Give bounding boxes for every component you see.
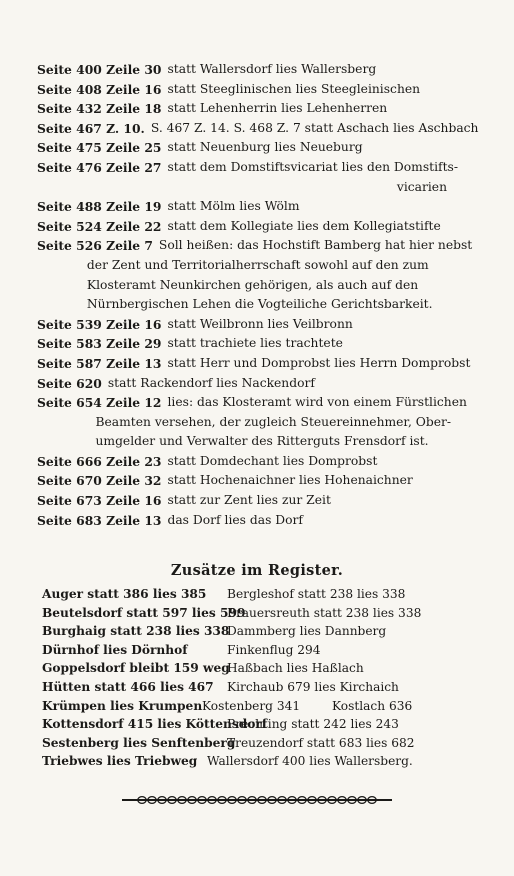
errata-entry (37, 236, 487, 314)
errata-entry (37, 334, 487, 354)
register-row (42, 752, 497, 771)
errata-reference: Seite 476 Zeile 27 (37, 159, 162, 175)
register-row (42, 715, 497, 734)
errata-reference: Seite 666 Zeile 23 (37, 453, 162, 469)
register-entry: Beutelsdorf statt 597 lies 599 (42, 605, 246, 620)
errata-reference: Seite 467 Z. 10. (37, 120, 145, 136)
register-row (42, 622, 497, 641)
register-entry: Kirchaub 679 lies Kirchaich (227, 679, 399, 694)
errata-correction: statt Steeglinischen lies Steegleinischen (167, 81, 421, 96)
errata-correction: statt Mölm lies Wölm (167, 199, 300, 214)
errata-reference: Seite 587 Zeile 13 (37, 355, 162, 371)
register-entry: Auger statt 386 lies 385 (42, 587, 207, 601)
register-entry: Treuzendorf statt 683 lies 682 (227, 735, 415, 750)
errata-correction: lies: das Klosteramt wird von einem Fürstlichen (167, 395, 467, 410)
errata-entry (37, 158, 487, 197)
register-entry: Kostenberg 341 (202, 698, 301, 713)
errata-reference: Seite 526 Zeile 7 (37, 238, 153, 254)
decorative-rule (122, 794, 392, 806)
errata-reference: Seite 683 Zeile 13 (37, 512, 162, 528)
errata-reference: Seite 475 Zeile 25 (37, 140, 162, 156)
register-entry: Hütten statt 466 lies 467 (42, 679, 214, 694)
register-row (42, 604, 497, 623)
register-entry: Finkenflug 294 (227, 642, 321, 657)
register-entry: Wallersdorf 400 lies Wallersberg. (207, 754, 413, 769)
register-entry: Sestenberg lies Senftenberg (42, 735, 236, 750)
errata-entry (37, 80, 487, 100)
errata-entry (37, 374, 487, 394)
errata-correction: statt Weilbronn lies Veilbronn (167, 316, 353, 331)
register-entry: Burghaig statt 238 lies 338 (42, 624, 230, 639)
errata-correction: statt Herr und Domprobst lies Herrn Domprobst (167, 355, 471, 370)
register-heading: Zusätze im Register. (170, 562, 344, 579)
errata-correction: das Dorf lies das Dorf (167, 512, 303, 527)
errata-correction: umgelder und Verwalter des Ritterguts Frensdorf ist. (95, 434, 429, 449)
errata-correction: Nürnbergischen Lehen die Vogteiliche Gerichtsbarkeit. (86, 297, 433, 312)
errata-reference: Seite 400 Zeile 30 (37, 62, 162, 77)
register-entry: Krümpen lies Krumpen (42, 698, 203, 713)
register-entry: Bergleshof statt 238 lies 338 (227, 587, 406, 601)
errata-entry (37, 217, 487, 237)
errata-correction: statt dem Domstiftsvicariat lies den Domstifts- (167, 159, 458, 174)
errata-correction: statt Lehenherrin lies Lehenherren (167, 101, 388, 116)
errata-correction: statt Rackendorf lies Nackendorf (107, 375, 315, 390)
errata-entry (37, 511, 487, 531)
register-row (42, 678, 497, 697)
register-row (42, 697, 497, 716)
errata-entry (37, 99, 487, 119)
register-additions-list (42, 585, 497, 771)
register-entry: Haßbach lies Haßlach (227, 661, 364, 676)
errata-reference: Seite 524 Zeile 22 (37, 218, 162, 234)
register-entry: Brauersreuth statt 238 lies 338 (227, 605, 422, 620)
errata-entry (37, 354, 487, 374)
register-row (42, 734, 497, 753)
errata-reference: Seite 583 Zeile 29 (37, 336, 162, 352)
errata-entry (37, 452, 487, 472)
register-entry: Dürnhof lies Dörnhof (42, 642, 188, 657)
errata-entry (37, 471, 487, 491)
errata-entry (37, 119, 487, 139)
errata-correction: statt Hochenaichner lies Hohenaichner (167, 473, 413, 488)
register-row (42, 585, 497, 604)
errata-reference: Seite 670 Zeile 32 (37, 473, 162, 489)
errata-reference: Seite 488 Zeile 19 (37, 199, 162, 215)
errata-correction: Beamten versehen, der zugleich Steuereinnehmer, Ober- (95, 414, 452, 429)
errata-correction: Klosteramt Neunkirchen gehörigen, als auch auf den (86, 277, 419, 292)
errata-correction: vicarien (396, 179, 447, 194)
errata-reference: Seite 432 Zeile 18 (37, 101, 162, 117)
errata-correction: S. 467 Z. 14. S. 468 Z. 7 statt Aschach lies Aschbach (150, 120, 479, 135)
errata-entry (37, 315, 487, 335)
errata-correction: Soll heißen: das Hochstift Bamberg hat hier nebst (158, 238, 473, 253)
register-row (42, 641, 497, 660)
errata-entry (37, 138, 487, 158)
errata-reference: Seite 654 Zeile 12 (37, 395, 162, 411)
register-entry: Dammberg lies Dannberg (227, 624, 387, 639)
errata-correction: statt zur Zent lies zur Zeit (167, 493, 331, 508)
errata-reference: Seite 539 Zeile 16 (37, 316, 162, 332)
errata-reference: Seite 620 (37, 375, 102, 391)
register-entry: Prechting statt 242 lies 243 (227, 717, 399, 732)
register-entry: Kostlach 636 (332, 698, 413, 713)
register-entry: Goppelsdorf bleibt 159 weg (42, 661, 230, 676)
errata-correction: der Zent und Territorialherrschaft sowohl auf den zum (86, 257, 429, 272)
errata-correction: statt Wallersdorf lies Wallersberg (167, 62, 377, 76)
register-entry: Kottensdorf 415 lies Köttensdorf (42, 717, 268, 732)
errata-correction: statt trachiete lies trachtete (167, 336, 343, 351)
register-row (42, 659, 497, 678)
errata-correction: statt Domdechant lies Domprobst (167, 453, 378, 468)
errata-entry (37, 197, 487, 217)
errata-entry (37, 491, 487, 511)
errata-correction: statt dem Kollegiate lies dem Kollegiatstifte (167, 218, 441, 233)
errata-entry (37, 393, 487, 452)
errata-reference: Seite 673 Zeile 16 (37, 493, 162, 509)
errata-entry (37, 60, 487, 80)
register-entry: Triebwes lies Triebweg (42, 754, 198, 769)
errata-reference: Seite 408 Zeile 16 (37, 81, 162, 97)
errata-list (37, 60, 487, 530)
errata-correction: statt Neuenburg lies Neueburg (167, 140, 363, 155)
